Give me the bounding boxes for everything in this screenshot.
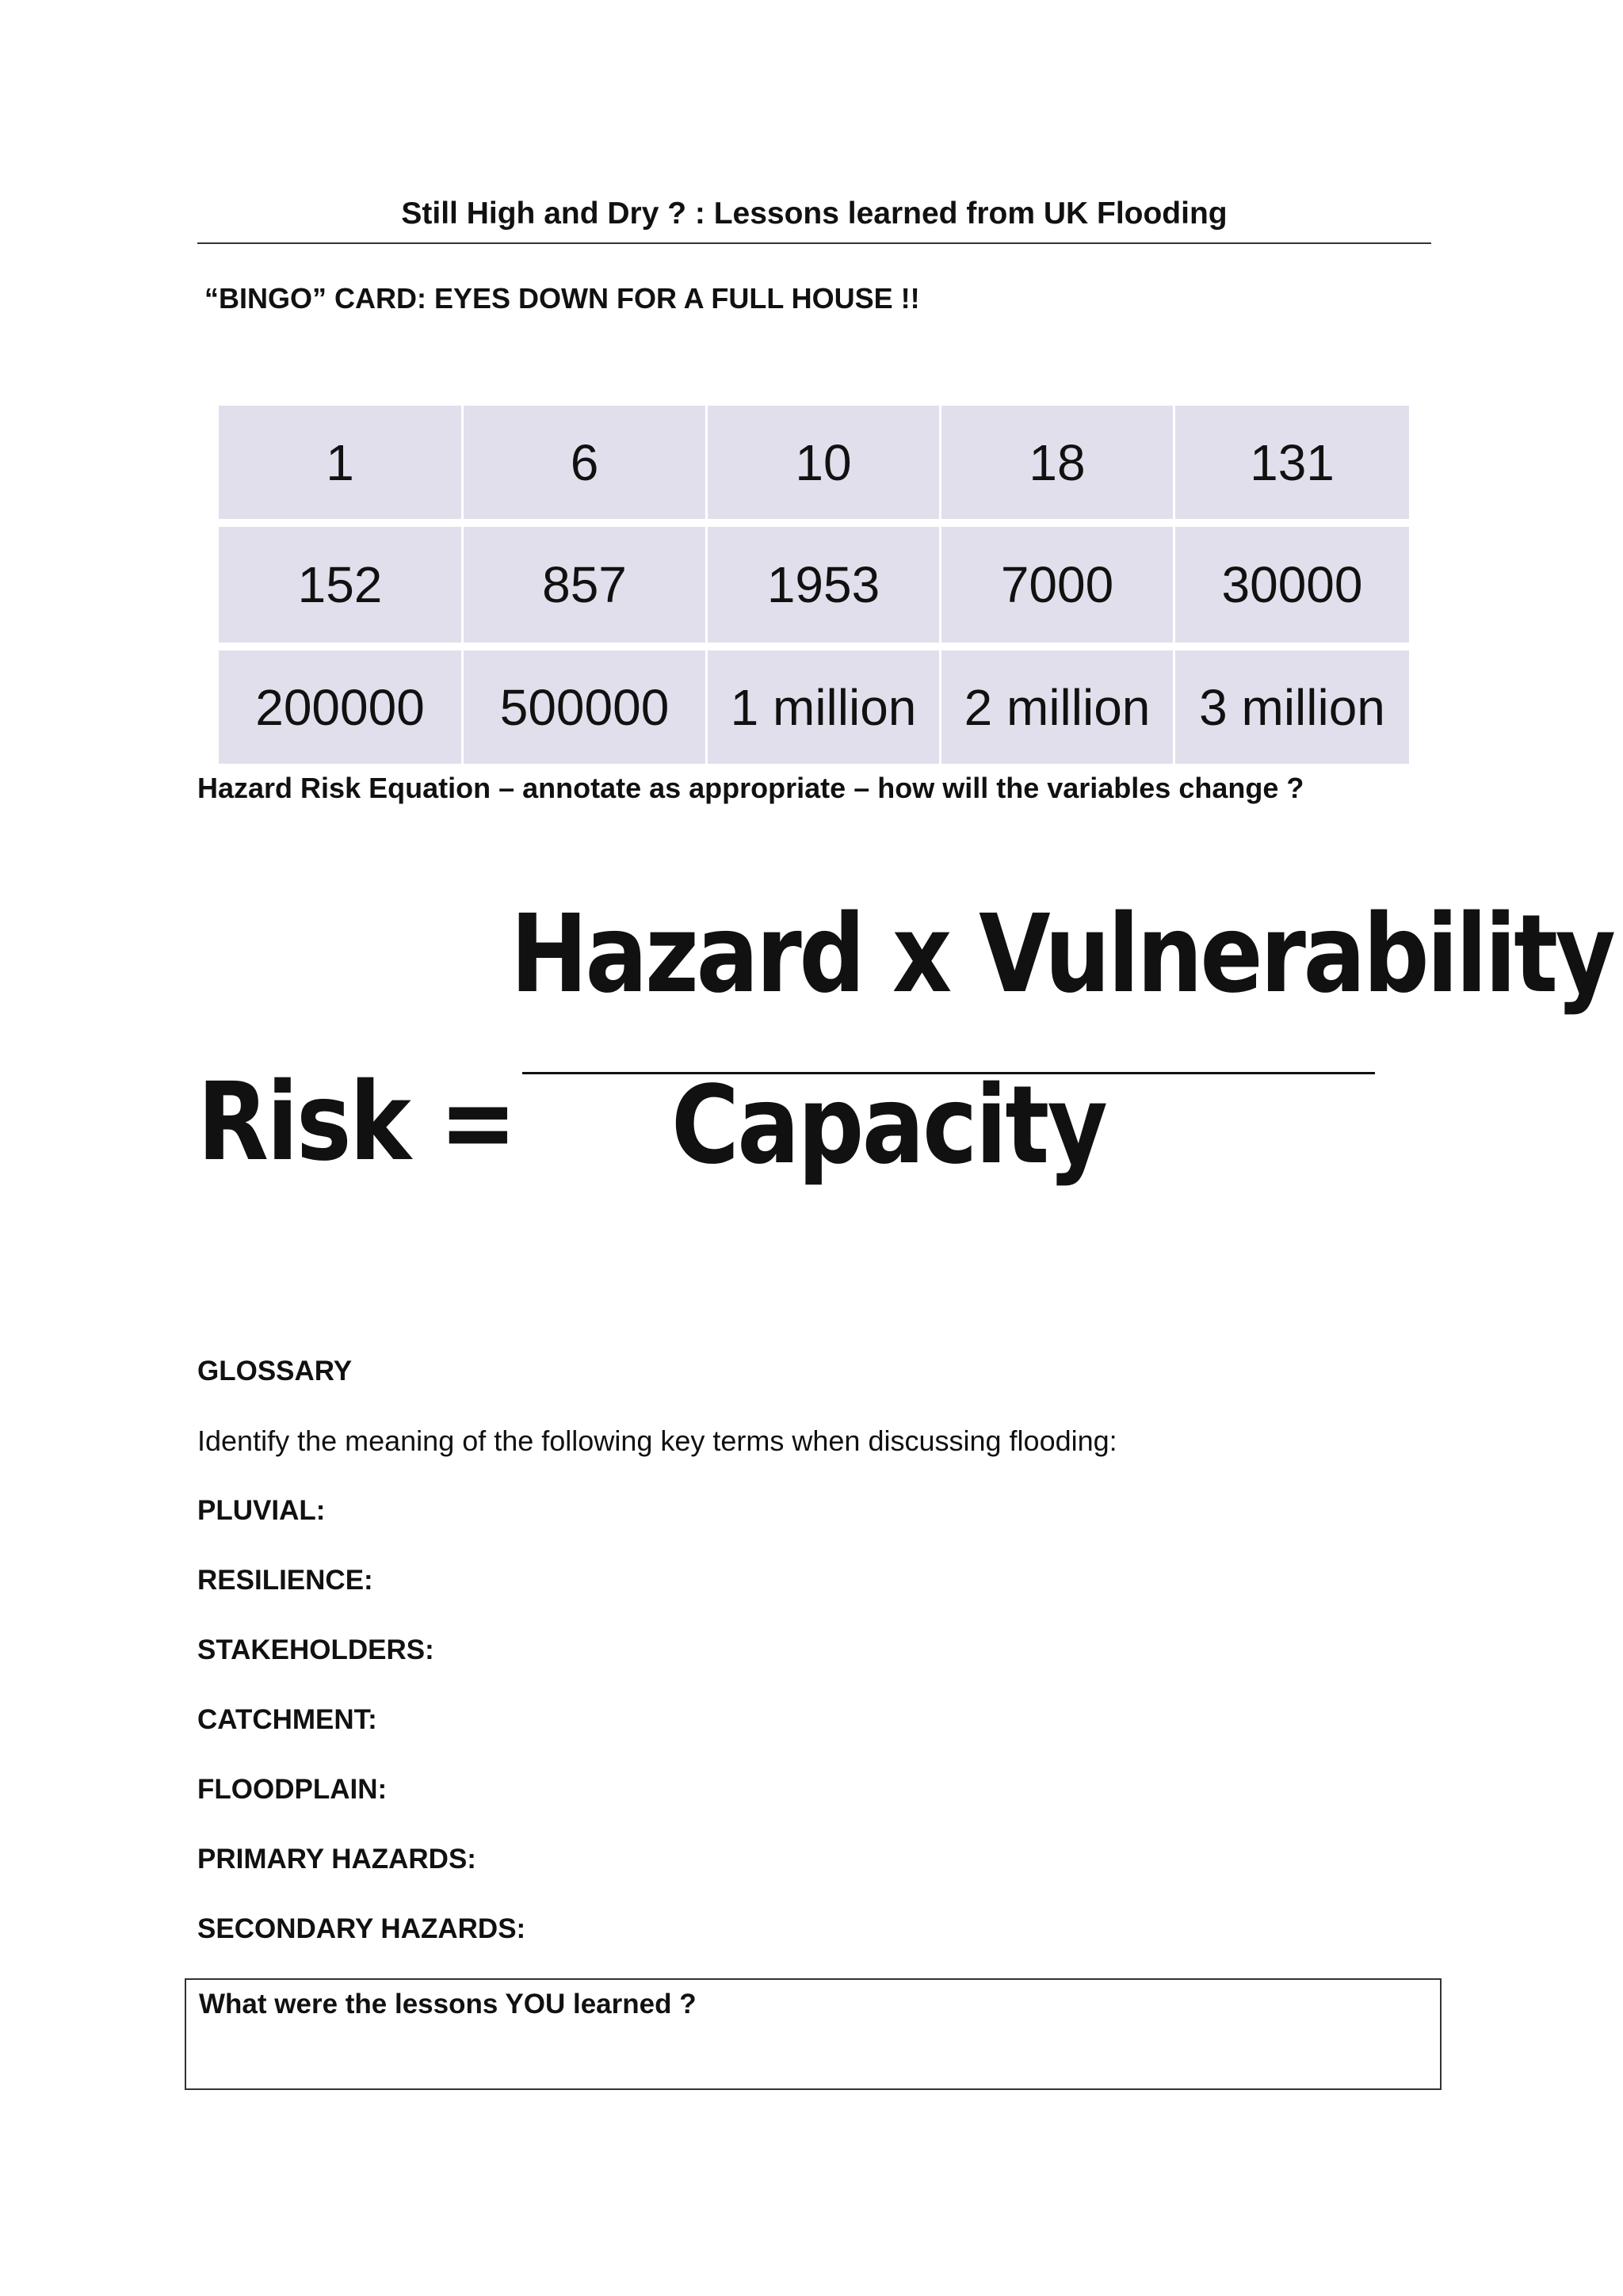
lessons-learned-box[interactable] — [185, 1978, 1442, 2090]
glossary-heading: GLOSSARY — [197, 1356, 353, 1386]
glossary-section — [197, 1352, 1434, 1979]
glossary-term-pluvial: PLUVIAL: — [197, 1495, 326, 1526]
bingo-cell: 131 — [1175, 406, 1409, 519]
glossary-term-floodplain: FLOODPLAIN: — [197, 1774, 388, 1805]
bingo-cell: 10 — [708, 406, 939, 519]
bingo-cell: 7000 — [941, 527, 1173, 643]
bingo-cell: 1953 — [708, 527, 939, 643]
bingo-card-heading: “BINGO” CARD: EYES DOWN FOR A FULL HOUSE !! — [204, 282, 920, 315]
glossary-term-secondary-hazards: SECONDARY HAZARDS: — [197, 1913, 526, 1944]
hazard-risk-equation — [197, 879, 1613, 1212]
bingo-cell: 2 million — [941, 650, 1173, 764]
lessons-learned-label: What were the lessons YOU learned ? — [199, 1989, 697, 2019]
bingo-cell: 500000 — [464, 650, 705, 764]
bingo-cell: 857 — [464, 527, 705, 643]
bingo-cell: 152 — [219, 527, 461, 643]
glossary-term-catchment: CATCHMENT: — [197, 1704, 377, 1735]
glossary-term-stakeholders: STAKEHOLDERS: — [197, 1634, 434, 1665]
glossary-term-primary-hazards: PRIMARY HAZARDS: — [197, 1844, 476, 1875]
bingo-cell: 6 — [464, 406, 705, 519]
bingo-cell: 1 — [219, 406, 461, 519]
bingo-cell: 18 — [941, 406, 1173, 519]
equation-numerator: Hazard x Vulnerability — [510, 892, 1613, 1017]
bingo-cell: 200000 — [219, 650, 461, 764]
bingo-card-grid — [219, 406, 1409, 764]
page-title: Still High and Dry ? : Lessons learned from UK Flooding — [197, 192, 1431, 244]
glossary-instructions: Identify the meaning of the following key terms when discussing flooding: — [197, 1425, 1117, 1457]
bingo-cell: 1 million — [708, 650, 939, 764]
equation-lhs: Risk = — [197, 1060, 515, 1185]
equation-prompt: Hazard Risk Equation – annotate as appropriate – how will the variables change ? — [197, 772, 1304, 804]
equation-denominator: Capacity — [671, 1063, 1106, 1188]
bingo-cell: 3 million — [1175, 650, 1409, 764]
bingo-cell: 30000 — [1175, 527, 1409, 643]
glossary-term-resilience: RESILIENCE: — [197, 1565, 373, 1596]
